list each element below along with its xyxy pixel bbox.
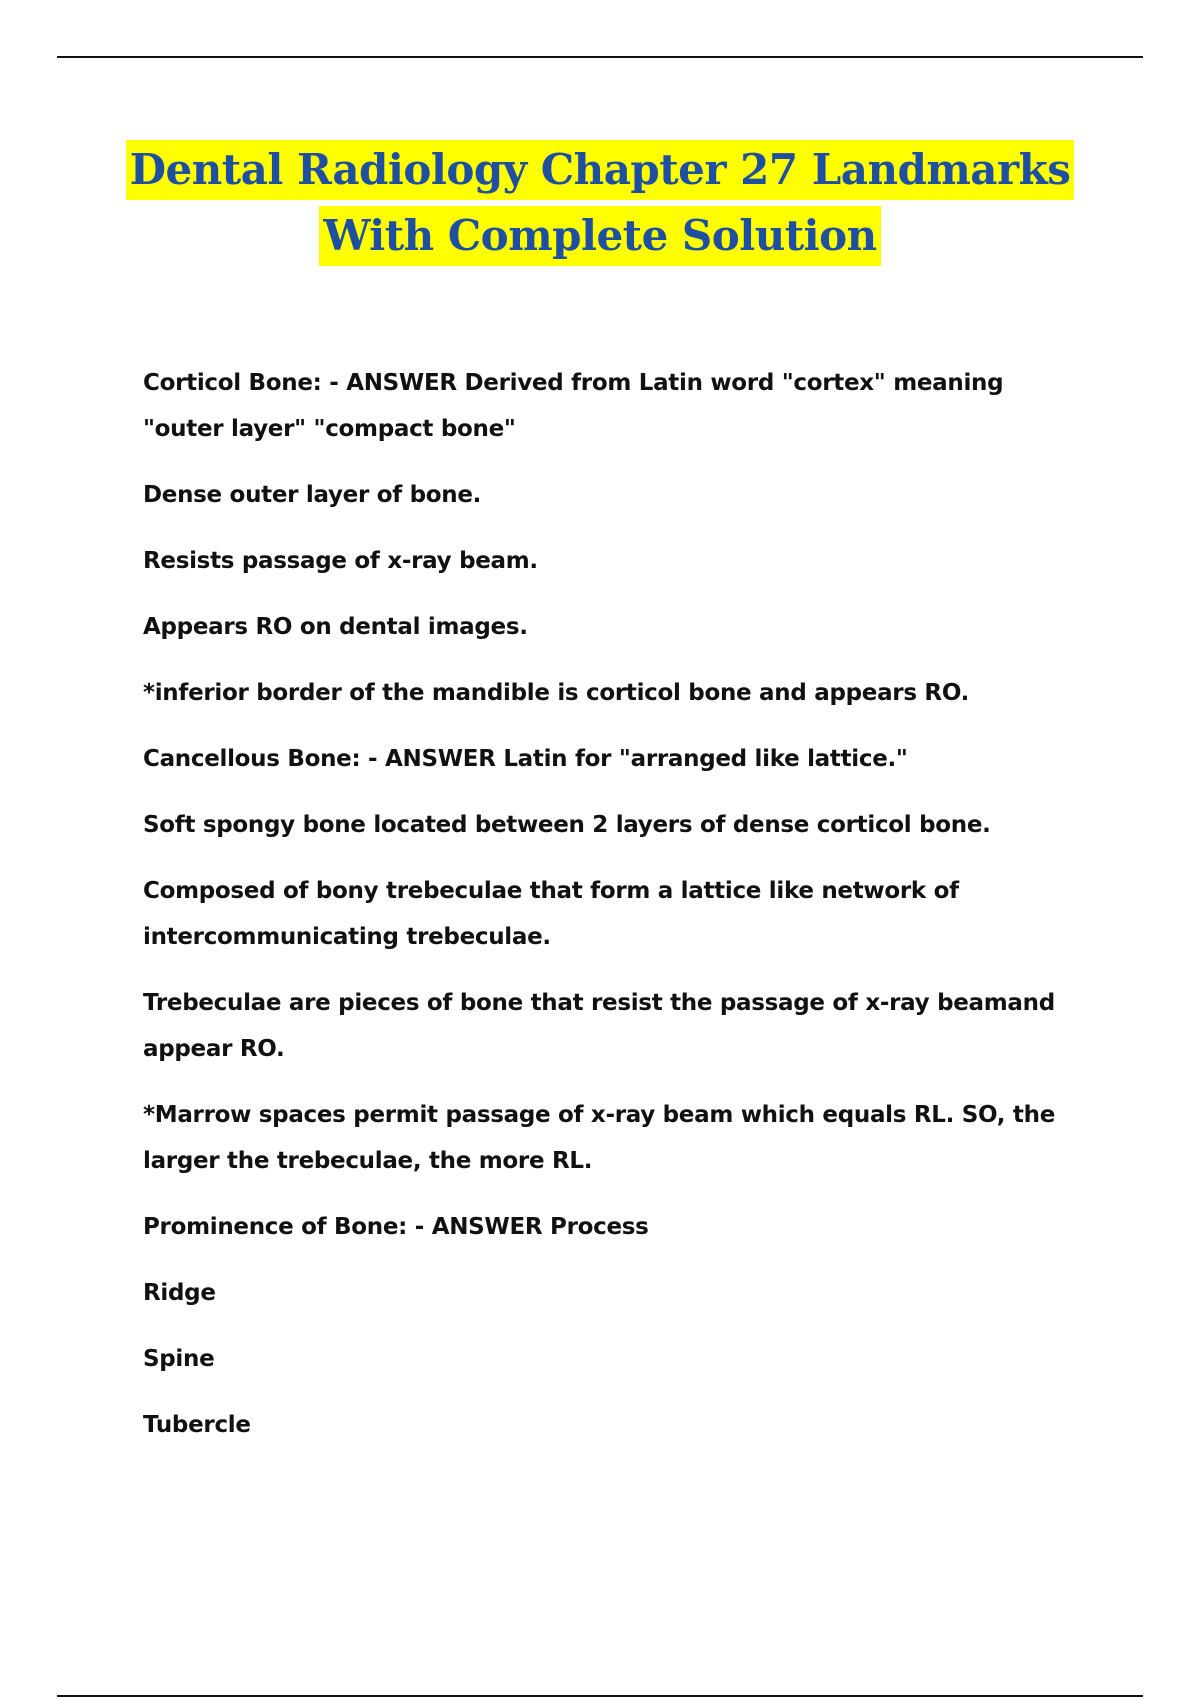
title-line-2: With Complete Solution	[319, 206, 880, 266]
paragraph: Soft spongy bone located between 2 layers of dense corticol bone.	[143, 812, 991, 838]
paragraph-prominence-of-bone: Prominence of Bone: - ANSWER Process	[143, 1214, 649, 1240]
paragraph: Dense outer layer of bone.	[143, 482, 482, 508]
paragraph: Appears RO on dental images.	[143, 614, 528, 640]
document-title	[0, 140, 1200, 266]
paragraph: Spine	[143, 1346, 215, 1372]
header-rule	[57, 56, 1143, 58]
paragraph: Ridge	[143, 1280, 216, 1306]
document-body	[143, 360, 1083, 1468]
footer-rule	[57, 1695, 1143, 1697]
paragraph: Composed of bony trebeculae that form a lattice like network of intercommunicating trebeculae.	[143, 878, 959, 950]
paragraph-corticol-bone: Corticol Bone: - ANSWER Derived from Latin word "cortex" meaning "outer layer" "compact bone"	[143, 370, 1004, 442]
paragraph: *inferior border of the mandible is corticol bone and appears RO.	[143, 680, 970, 706]
title-line-1: Dental Radiology Chapter 27 Landmarks	[126, 140, 1075, 200]
paragraph: Trebeculae are pieces of bone that resist the passage of x-ray beamand appear RO.	[143, 990, 1055, 1062]
paragraph: Resists passage of x-ray beam.	[143, 548, 538, 574]
paragraph: Tubercle	[143, 1412, 251, 1438]
paragraph-cancellous-bone: Cancellous Bone: - ANSWER Latin for "arranged like lattice."	[143, 746, 908, 772]
paragraph: *Marrow spaces permit passage of x-ray beam which equals RL. SO, the larger the trebeculae, the more RL.	[143, 1102, 1055, 1174]
